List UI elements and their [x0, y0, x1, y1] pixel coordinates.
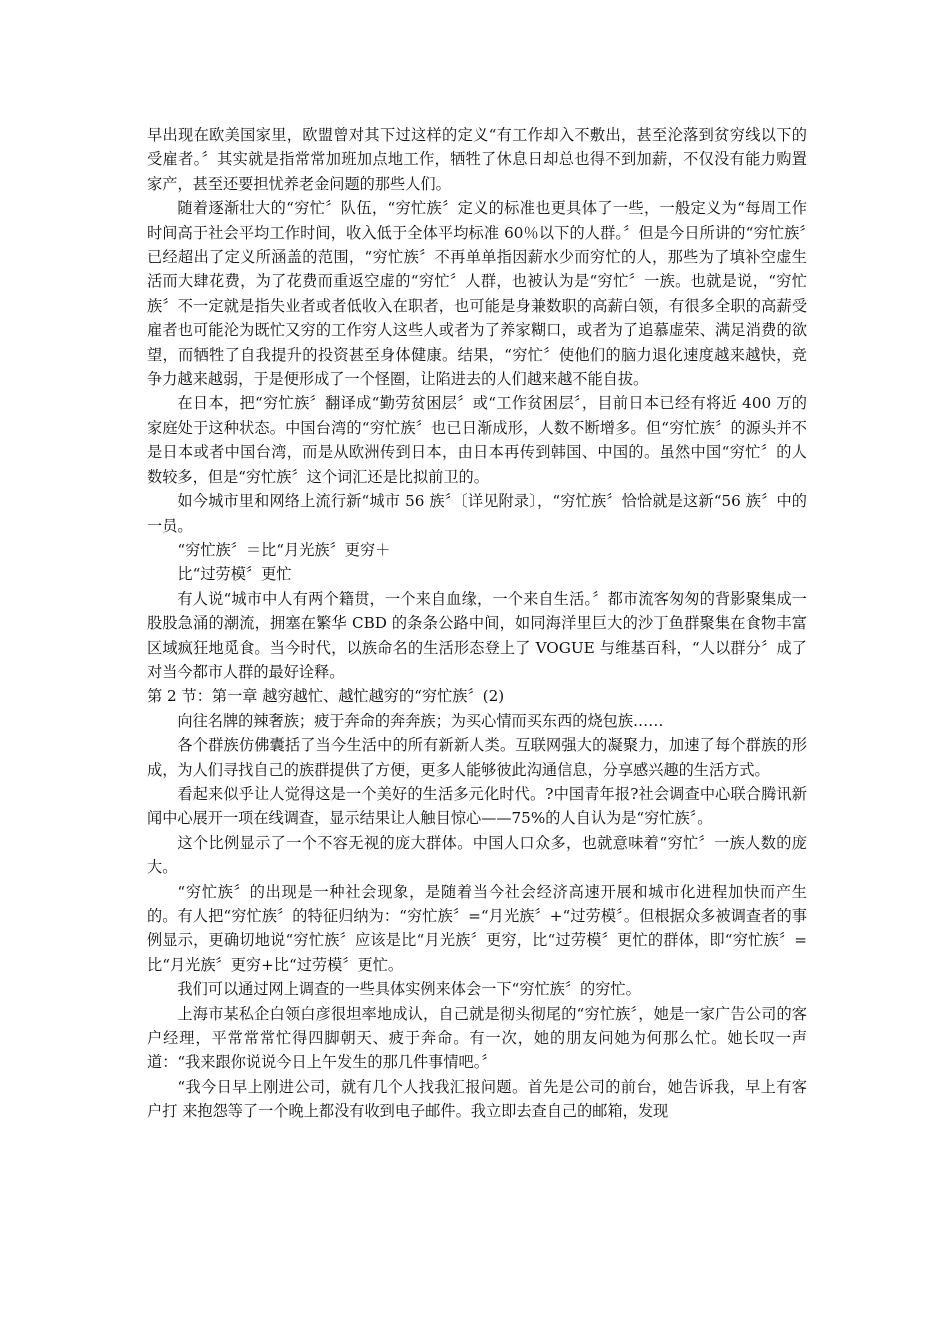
paragraph-4: “穷忙族〞＝比“月光族〞更穷＋ [177, 540, 391, 559]
section-heading: 第 2 节：第一章 越穷越忙、越忙越穷的“穷忙族〞(2) [147, 687, 505, 706]
paragraph-14: 上海市某私企白领白彦很坦率地成认，自己就是彻头彻尾的“穷忙族〞，她是一家广告公司的客户经理，平常常常忙得四脚朝天、疲于奔命。有一次，她的朋友问她为何那么忙。她长叹一声道：“我来跟你说说今日上午发生的那几件事情吧。〞 [147, 1004, 807, 1072]
paragraph-9: 各个群族仿佛囊括了当今生活中的所有新新人类。互联网强大的凝聚力，加速了每个群族的形成，为人们寻找自己的族群提供了方便，更多人能够彼此沟通信息，分享感兴趣的生活方式。 [147, 736, 807, 779]
paragraph-1: 随着逐渐壮大的“穷忙〞队伍，“穷忙族〞定义的标准也更具体了一些，一般定义为“每周工作时间高于社会平均工作时间，收入低于全体平均标准 60％以下的人群。〞但是今日所讲的“穷忙族〞已经超出了定义所涵盖的范围，“穷忙族〞不再单单指因薪水少而穷忙的人，那些为了填补空虚生活而大肆花费，为了花费而重返空虚的“穷忙〞人群，也被认为是“穷忙〞一族。也就是说，“穷忙族〞不一定就是指失业者或者低收入在职者，也可能是身兼数职的高薪白领，有很多全职的高薪受雇者也可能沦为既忙又穷的工作穷人这些人或者为了养家糊口，或者为了追慕虚荣、满足消费的欲望，而牺牲了自我提升的投资甚至身体健康。结果，“穷忙〞使他们的脑力退化速度越来越快，竞争力越来越弱，于是便形成了一个怪圈，让陷进去的人们越来越不能自拔。 [147, 199, 807, 389]
paragraph-10: 看起来似乎让人觉得这是一个美好的生活多元化时代。?中国青年报?社会调查中心联合腾讯新闻中心展开一项在线调查，显示结果让人触目惊心——75%的人自认为是“穷忙族〞。 [147, 784, 807, 828]
document-page [147, 123, 807, 1124]
paragraph-13: 我们可以通过网上调查的一些具体实例来体会一下“穷忙族〞的穷忙。 [177, 980, 641, 999]
paragraph-8: 向往名牌的辣奢族；疲于奔命的奔奔族；为买心情而买东西的烧包族…… [177, 711, 664, 730]
paragraph-12: “穷忙族〞的出现是一种社会现象，是随着当今社会经济高速开展和城市化进程加快而产生的。有人把“穷忙族〞的特征归纳为：“穷忙族〞=“月光族〞+“过劳模〞。但根据众多被调查者的事例显示，更确切地说“穷忙族〞应该是比“月光族〞更穷，比“过劳模〞更忙的群体，即“穷忙族〞=比“月光族〞更穷+比“过劳模〞更忙。 [147, 882, 807, 974]
paragraph-3: 如今城市里和网络上流行新“城市 56 族〞〔详见附录〕，“穷忙族〞恰恰就是这新“56 族〞中的一员。 [147, 492, 807, 535]
paragraph-11: 这个比例显示了一个不容无视的庞大群体。中国人口众多，也就意味着“穷忙〞一族人数的庞大。 [147, 833, 807, 877]
paragraph-0: 早出现在欧美国家里，欧盟曾对其下过这样的定义“有工作却入不敷出，甚至沦落到贫穷线以下的受雇者。〞其实就是指常常加班加点地工作，牺牲了休息日却总也得不到加薪，不仅没有能力购置家产，甚至还要担忧养老金问题的那些人们。 [147, 126, 807, 193]
paragraph-6: 有人说“城市中人有两个籍贯，一个来自血缘，一个来自生活。〞都市流客匆匆的背影聚集成一股股急涌的潮流，拥塞在繁华 CBD 的条条公路中间，如同海洋里巨大的沙丁鱼群聚集在食物丰富区域疯狂地觅食。当今时代，以族命名的生活形态登上了 VOGUE 与维基百科，“人以群分〞成了对当今都市人群的最好诠释。 [147, 589, 807, 681]
paragraph-2: 在日本，把“穷忙族〞翻译成“勤劳贫困层〞或“工作贫困层〞，目前日本已经有将近 400 万的家庭处于这种状态。中国台湾的“穷忙族〞也已日渐成形，人数不断增多。但“穷忙族〞的源头并不是日本或者中国台湾，而是从欧洲传到日本，由日本再传到韩国、中国的。虽然中国“穷忙〞的人数较多，但是“穷忙族〞这个词汇还是比拟前卫的。 [147, 394, 807, 486]
paragraph-15: “我今日早上刚进公司，就有几个人找我汇报问题。首先是公司的前台，她告诉我，早上有客户打 来抱怨等了一个晚上都没有收到电子邮件。我立即去查自己的邮箱，发现 [147, 1077, 807, 1121]
paragraph-5: 比“过劳模〞更忙 [177, 565, 292, 584]
